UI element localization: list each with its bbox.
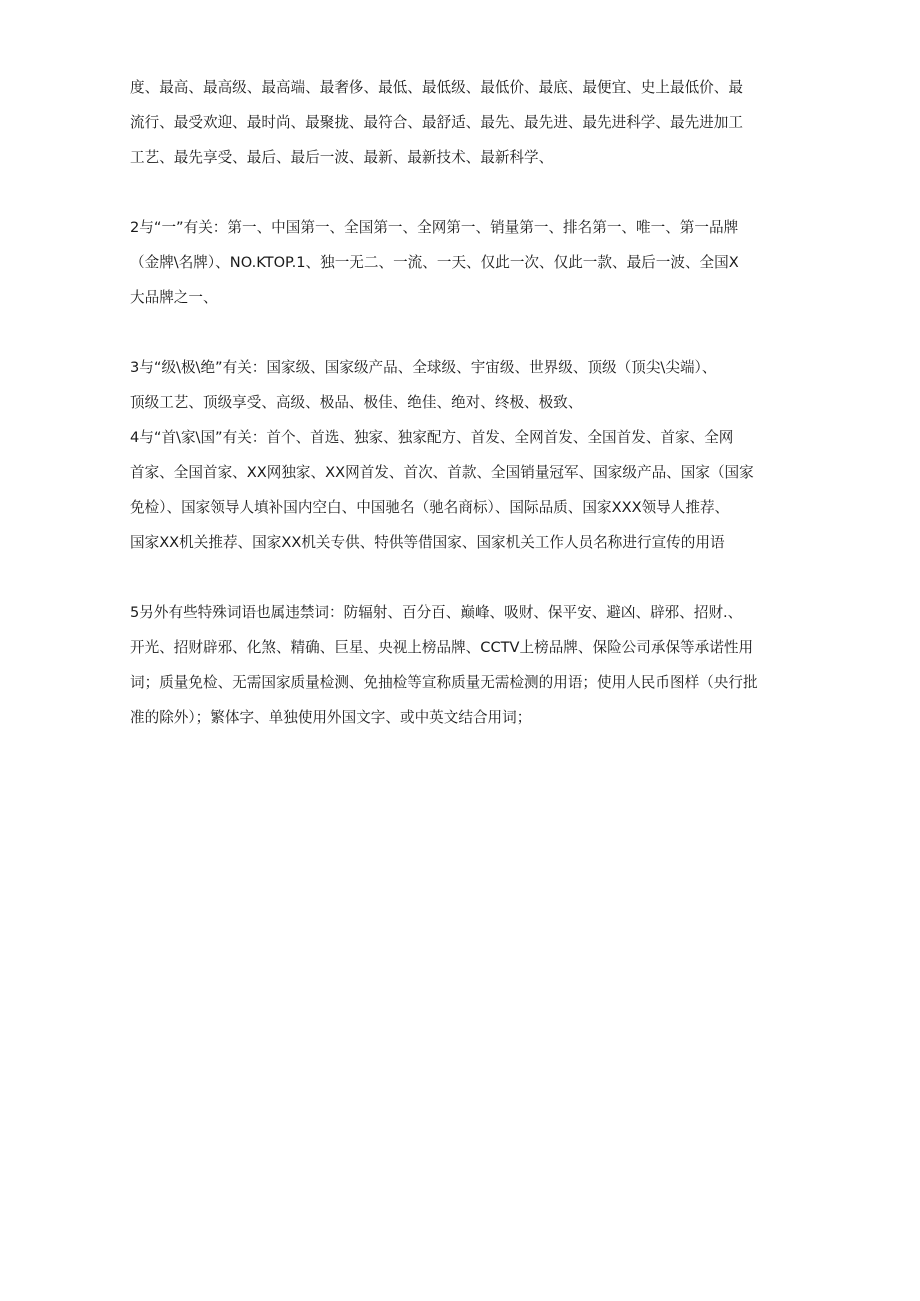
paragraph-gap xyxy=(130,560,792,595)
text-line: 工艺、最先享受、最后、最后一波、最新、最新技术、最新科学、 xyxy=(130,149,554,166)
text-line: 词；质量免检、无需国家质量检测、免抽检等宣称质量无需检测的用语；使用人民币图样（央行批 xyxy=(130,674,758,691)
text-line: 免检）、国家领导人填补国内空白、中国驰名（驰名商标）、国际品质、国家XXX领导人推荐、 xyxy=(130,499,730,516)
paragraph-1-superlatives xyxy=(130,70,792,175)
paragraph-5-special xyxy=(130,595,792,735)
text-line: 度、最高、最高级、最高端、最奢侈、最低、最低级、最低价、最底、最便宜、史上最低价、最 xyxy=(130,79,743,96)
paragraph-2-first xyxy=(130,210,792,315)
paragraph-gap xyxy=(130,175,792,210)
text-line: 首家、全国首家、XX网独家、XX网首发、首次、首款、全国销量冠军、国家级产品、国家（国家 xyxy=(130,464,754,481)
text-line: 2与“一”有关：第一、中国第一、全国第一、全网第一、销量第一、排名第一、唯一、第一品牌 xyxy=(130,219,739,236)
text-line: 准的除外）；繁体字、单独使用外国文字、或中英文结合用词； xyxy=(130,709,532,726)
paragraph-gap xyxy=(130,315,792,350)
text-line: 3与“级\极\绝”有关：国家级、国家级产品、全球级、宇宙级、世界级、顶级（顶尖\尖端）、 xyxy=(130,359,717,376)
paragraph-4-national xyxy=(130,420,792,560)
text-line: 国家XX机关推荐、国家XX机关专供、特供等借国家、国家机关工作人员名称进行宣传的用语 xyxy=(130,534,725,551)
text-line: 5另外有些特殊词语也属违禁词：防辐射、百分百、巅峰、吸财、保平安、避凶、辟邪、招财.、 xyxy=(130,604,743,621)
document-body xyxy=(130,70,792,735)
text-line: 顶级工艺、顶级享受、高级、极品、极佳、绝佳、绝对、终极、极致、 xyxy=(130,394,583,411)
paragraph-3-level xyxy=(130,350,792,420)
text-line: 4与“首\家\国”有关：首个、首选、独家、独家配方、首发、全网首发、全国首发、首家、全网 xyxy=(130,429,734,446)
text-line: 流行、最受欢迎、最时尚、最聚拢、最符合、最舒适、最先、最先进、最先进科学、最先进加工 xyxy=(130,114,743,131)
text-line: 开光、招财辟邪、化煞、精确、巨星、央视上榜品牌、CCTV上榜品牌、保险公司承保等承诺性用 xyxy=(130,639,754,656)
text-line: （金牌\名牌）、NO.KTOP.1、独一无二、一流、一天、仅此一次、仅此一款、最后一波、全国X xyxy=(130,254,739,271)
text-line: 大品牌之一、 xyxy=(130,289,218,306)
